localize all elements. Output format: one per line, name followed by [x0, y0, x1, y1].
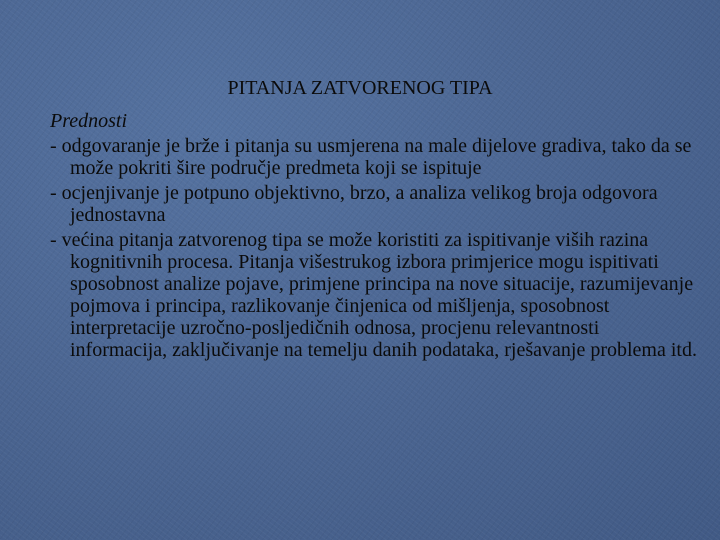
section-heading: Prednosti	[50, 110, 128, 132]
slide-body	[50, 135, 700, 364]
bullet-item: - ocjenjivanje je potpuno objektivno, brzo, a analiza velikog broja odgovora jednostavna	[50, 182, 658, 226]
slide-title-text: PITANJA ZATVORENOG TIPA	[227, 77, 493, 99]
bullet-item: - većina pitanja zatvorenog tipa se može koristiti za ispitivanje viših razina kognitivnih procesa. Pitanja višestrukog izbora primjerice mogu ispitivati sposobnost analize pojave, primjene principa na nove situacije, razumijevanje pojmova i principa, razlikovanje činjenica od mišljenja, sposobnost interpretacije uzročno-posljedičnih odnosa, procjenu relevantnosti informacija, zaključivanje na temelju danih podataka, rješavanje problema itd.	[50, 229, 697, 361]
slide-title	[0, 76, 720, 100]
bullet-item: - odgovaranje je brže i pitanja su usmjerena na male dijelove gradiva, tako da se može pokriti šire područje predmeta koji se ispituje	[50, 135, 692, 179]
